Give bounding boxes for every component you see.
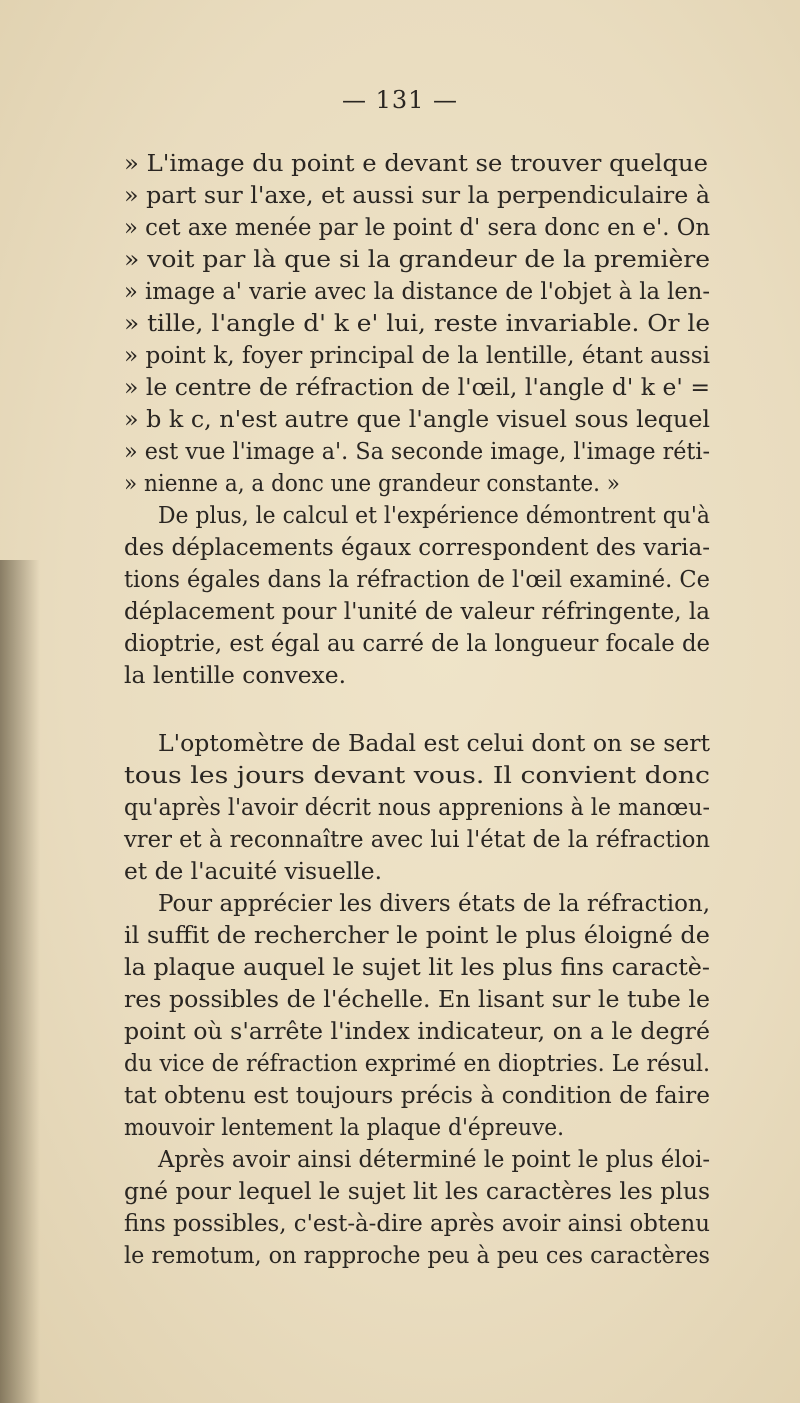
text-line-content: tions égales dans la réfraction de l'œil examiné. Ce (124, 565, 710, 593)
text-line (124, 340, 719, 370)
text-line-content: » est vue l'image a'. Sa seconde image, l'image réti- (124, 437, 711, 465)
text-line (124, 372, 710, 402)
text-line (124, 308, 711, 338)
text-line-content: » tille, l'angle d' k e' lui, reste invariable. Or le (124, 309, 711, 337)
page-edge-shadow (0, 560, 40, 1403)
text-line (124, 596, 721, 626)
text-line-content: tat obtenu est toujours précis à condition de faire (124, 1081, 710, 1109)
text-line (158, 500, 751, 530)
text-line (124, 984, 710, 1014)
text-line-content: res possibles de l'échelle. En lisant sur le tube le (124, 985, 710, 1013)
text-line (124, 468, 665, 498)
text-line (124, 564, 735, 594)
text-line-content: du vice de réfraction exprimé en dioptries. Le résul. (124, 1049, 711, 1077)
text-line-content: » le centre de réfraction de l'œil, l'angle d' k e' = (124, 373, 711, 401)
text-line (124, 824, 731, 854)
text-line-content: dioptrie, est égal au carré de la longueur focale de (124, 629, 711, 657)
text-line (124, 856, 384, 886)
text-line (124, 1080, 716, 1110)
text-line-content: » image a' varie avec la distance de l'objet à la len- (124, 277, 711, 305)
text-line-content: gné pour lequel le sujet lit les caractères les plus (124, 1177, 711, 1205)
text-line (124, 792, 747, 822)
text-line (124, 952, 710, 982)
text-line (124, 212, 729, 242)
text-line (158, 888, 723, 918)
text-line-content: » b k c, n'est autre que l'angle visuel sous lequel (124, 405, 711, 433)
text-line (124, 1208, 727, 1238)
text-line-content: L'optomètre de Badal est celui dont on se sert (158, 729, 710, 757)
text-line-content: » nienne a, a donc une grandeur constante. » (124, 469, 620, 497)
text-line (124, 628, 729, 658)
text-line (124, 1016, 710, 1046)
text-line-content: vrer et à reconnaître avec lui l'état de la réfraction (124, 825, 711, 853)
text-line-content: » part sur l'axe, et aussi sur la perpendiculaire à (124, 181, 711, 209)
text-line (124, 436, 743, 466)
text-line (124, 244, 711, 274)
text-line-content: déplacement pour l'unité de valeur réfringente, la (124, 597, 711, 625)
text-line (124, 1176, 710, 1206)
text-line (124, 920, 710, 950)
text-line-content: point où s'arrête l'index indicateur, on a le degré (124, 1017, 710, 1045)
text-line-content: et de l'acuité visuelle. (124, 857, 383, 885)
text-line (124, 1048, 746, 1078)
text-line (124, 404, 711, 434)
text-line (158, 728, 709, 758)
text-line (124, 148, 709, 178)
text-line-content: » L'image du point e devant se trouver quelque (124, 149, 709, 177)
text-line-content: fins possibles, c'est-à-dire après avoir ainsi obtenu (124, 1209, 710, 1237)
text-line-content: la plaque auquel le sujet lit les plus fins caractè- (124, 953, 710, 981)
text-line-content: De plus, le calcul et l'expérience démontrent qu'à (158, 501, 710, 529)
text-line (124, 1240, 741, 1270)
text-line-content: Après avoir ainsi déterminé le point le plus éloi- (158, 1145, 711, 1173)
text-line (124, 1112, 600, 1142)
text-line-content: la lentille convexe. (124, 661, 347, 689)
text-line (124, 660, 347, 690)
text-line (158, 1144, 731, 1174)
text-line (124, 760, 710, 790)
text-line-content: mouvoir lentement la plaque d'épreuve. (124, 1113, 564, 1141)
text-line-content: le remotum, on rapproche peu à peu ces caractères (124, 1241, 711, 1269)
text-line-content: des déplacements égaux correspondent des varia- (124, 533, 711, 561)
text-line-content: il suffit de rechercher le point le plus éloigné de (124, 921, 710, 949)
text-line-content: Pour apprécier les divers états de la réfraction, (158, 889, 711, 917)
text-line (124, 276, 733, 306)
text-line-content: » voit par là que si la grandeur de la première (124, 245, 711, 273)
page-number: — 131 — (341, 86, 459, 114)
text-line (124, 180, 711, 210)
text-line-content: » point k, foyer principal de la lentille, étant aussi (124, 341, 711, 369)
text-line-content: tous les jours devant vous. Il convient donc (124, 761, 710, 789)
text-line-content: qu'après l'avoir décrit nous apprenions à le manœu- (124, 793, 711, 821)
text-line (124, 532, 722, 562)
text-line-content: » cet axe menée par le point d' sera donc en e'. On (124, 213, 711, 241)
